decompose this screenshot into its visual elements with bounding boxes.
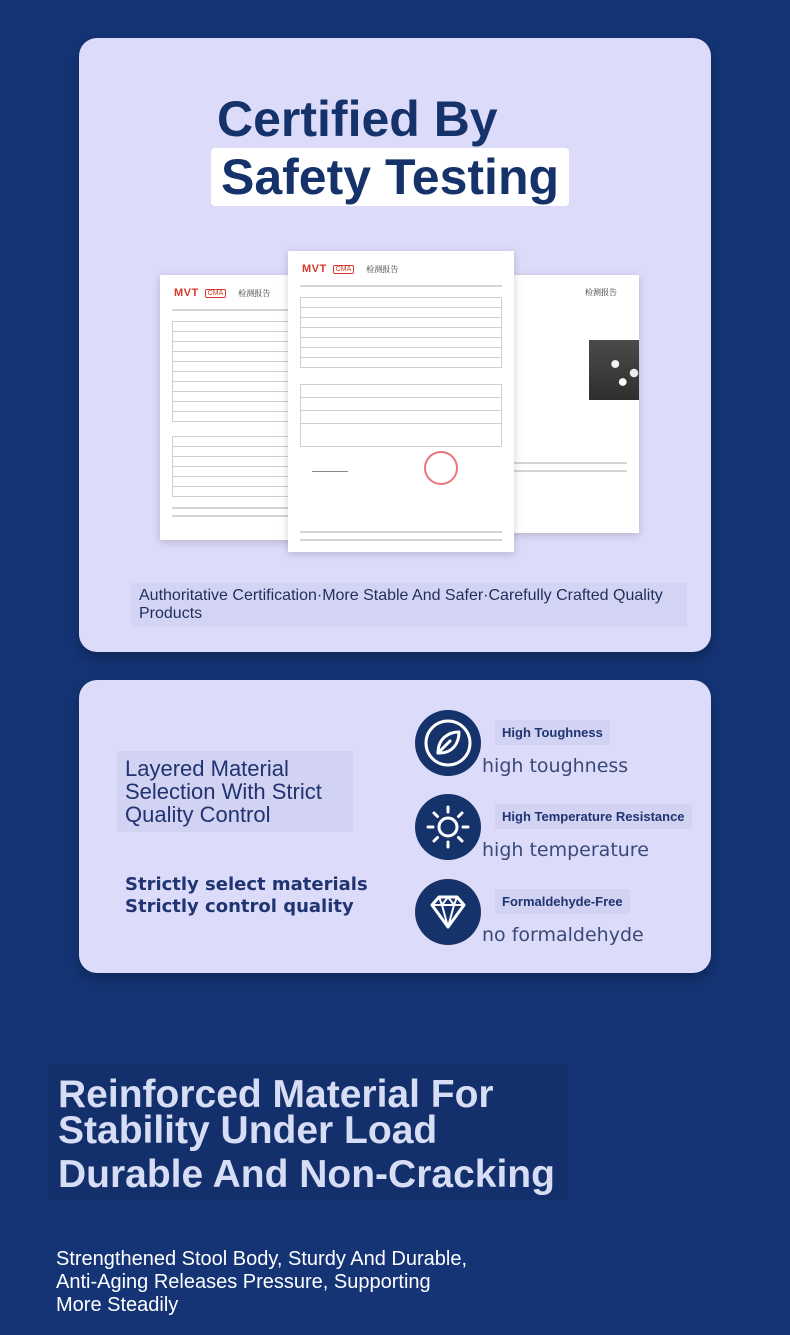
signature: [312, 461, 348, 472]
feature-description: high temperature: [482, 839, 649, 861]
official-seal: [424, 451, 458, 485]
material-card: [79, 680, 711, 973]
report-logo: MVT: [302, 263, 327, 275]
material-heading: Layered Material Selection With Strict Quality Control: [117, 751, 353, 832]
reinforced-line2: Stability Under Load: [58, 1109, 438, 1152]
diamond-icon: [415, 879, 481, 945]
feature-title: High Toughness: [495, 720, 610, 745]
material-subheading: [125, 874, 368, 918]
feature-description: no formaldehyde: [482, 924, 644, 946]
report-title: 检测报告: [238, 288, 271, 298]
leaf-icon: [415, 710, 481, 776]
report-table: [288, 293, 514, 372]
reinforced-heading: [48, 1063, 568, 1201]
report-logo: MVT: [174, 287, 199, 299]
strength-description: Strengthened Stool Body, Sturdy And Durable, Anti-Aging Releases Pressure, Supporting More Steadily: [56, 1248, 468, 1316]
certification-caption: Authoritative Certification·More Stable And Safer·Carefully Crafted Quality Products: [131, 583, 687, 627]
feature-title: High Temperature Resistance: [495, 804, 692, 829]
test-report-document-center: [288, 251, 514, 552]
certification-title-line2: Safety Testing: [211, 148, 569, 206]
report-title: 检测报告: [366, 264, 399, 274]
reinforced-line1: Reinforced Material For: [58, 1073, 494, 1116]
feature-high-temperature-resistance: [415, 794, 705, 860]
report-badge: CMA: [333, 265, 355, 274]
feature-high-toughness: [415, 710, 705, 776]
feature-description: high toughness: [482, 755, 629, 777]
report-title: 检测报告: [585, 288, 617, 297]
material-granules-image: [589, 340, 639, 400]
feature-title: Formaldehyde-Free: [495, 889, 630, 914]
certification-card: [79, 38, 711, 652]
material-subheading-line2: Strictly control quality: [125, 896, 354, 917]
sun-icon: [415, 794, 481, 860]
material-subheading-line1: Strictly select materials: [125, 874, 368, 895]
certification-title: [217, 90, 569, 206]
report-badge: CMA: [205, 289, 227, 298]
feature-formaldehyde-free: [415, 879, 705, 945]
reinforced-line3: Durable And Non-Cracking: [58, 1153, 555, 1196]
certification-title-line1: Certified By: [217, 91, 498, 147]
